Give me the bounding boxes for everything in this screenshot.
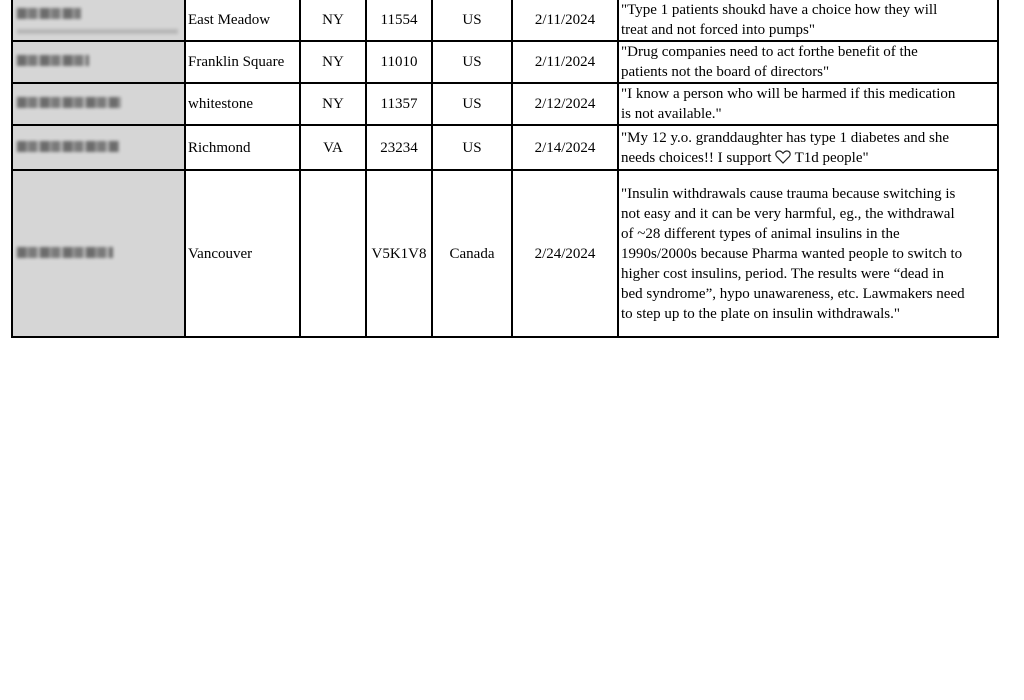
- table-row: [12, 41, 998, 83]
- state-cell: NY: [300, 41, 366, 83]
- comment-cell: [618, 0, 998, 41]
- date-cell: 2/24/2024: [512, 170, 618, 337]
- comment-line: "Insulin withdrawals cause trauma because switching is: [621, 185, 956, 202]
- heart-outline-icon: [775, 150, 791, 164]
- table-row: [12, 170, 998, 337]
- comment-line: "Drug companies need to act forthe benefit of the: [621, 44, 918, 60]
- comment-line: needs choices!! I support: [621, 149, 772, 166]
- comment-line: bed syndrome”, hypo unawareness, etc. Lawmakers need: [621, 285, 965, 302]
- country-cell: US: [432, 0, 512, 41]
- comment-line: of ~28 different types of animal insulins in the: [621, 225, 900, 242]
- country-cell: Canada: [432, 170, 512, 337]
- date-cell: 2/14/2024: [512, 125, 618, 170]
- zip-cell: 11554: [366, 0, 432, 41]
- table-row: [12, 125, 998, 170]
- zip-cell: 23234: [366, 125, 432, 170]
- city-cell: whitestone: [185, 83, 300, 125]
- comment-line: "Type 1 patients shoukd have a choice how they will: [621, 1, 938, 18]
- state-cell: [300, 170, 366, 337]
- zip-cell: 11357: [366, 83, 432, 125]
- comment-line: "My 12 y.o. granddaughter has type 1 diabetes and she: [621, 129, 949, 146]
- date-cell: 2/11/2024: [512, 41, 618, 83]
- city-cell: Richmond: [185, 125, 300, 170]
- state-cell: VA: [300, 125, 366, 170]
- city-cell: Franklin Square: [185, 41, 300, 83]
- country-cell: US: [432, 83, 512, 125]
- country-cell: US: [432, 125, 512, 170]
- comment-line: T1d people": [794, 149, 869, 166]
- comment-line: higher cost insulins, period. The results were “dead in: [621, 265, 944, 282]
- comment-line: "I know a person who will be harmed if this medication: [621, 86, 956, 102]
- comment-cell: [618, 170, 998, 337]
- redacted-name: [17, 247, 113, 258]
- redacted-name-cell: [12, 41, 185, 83]
- date-cell: 2/11/2024: [512, 0, 618, 41]
- redaction-mark: [17, 29, 178, 34]
- comment-line: treat and not forced into pumps": [621, 21, 815, 38]
- redacted-name: [17, 141, 119, 152]
- redacted-name-cell: [12, 0, 185, 41]
- redacted-name: [17, 97, 121, 108]
- state-cell: NY: [300, 0, 366, 41]
- redacted-name: [17, 8, 81, 19]
- zip-cell: V5K1V8: [366, 170, 432, 337]
- state-cell: NY: [300, 83, 366, 125]
- zip-cell: 11010: [366, 41, 432, 83]
- country-cell: US: [432, 41, 512, 83]
- comment-line: is not available.": [621, 106, 722, 122]
- comment-cell: [618, 41, 998, 83]
- comment-line: to step up to the plate on insulin withdrawals.": [621, 305, 901, 322]
- comment-cell: [618, 83, 998, 125]
- comment-line: not easy and it can be very harmful, eg., the withdrawal: [621, 205, 955, 222]
- comment-line: 1990s/2000s because Pharma wanted people to switch to: [621, 245, 963, 262]
- comment-cell: [618, 125, 998, 170]
- redacted-name-cell: [12, 170, 185, 337]
- table-row: [12, 83, 998, 125]
- table-row: [12, 0, 998, 41]
- redacted-name-cell: [12, 83, 185, 125]
- city-cell: Vancouver: [185, 170, 300, 337]
- comments-table: [11, 0, 999, 338]
- comment-line: patients not the board of directors": [621, 64, 830, 80]
- date-cell: 2/12/2024: [512, 83, 618, 125]
- city-cell: East Meadow: [185, 0, 300, 41]
- redacted-name-cell: [12, 125, 185, 170]
- redacted-name: [17, 55, 89, 66]
